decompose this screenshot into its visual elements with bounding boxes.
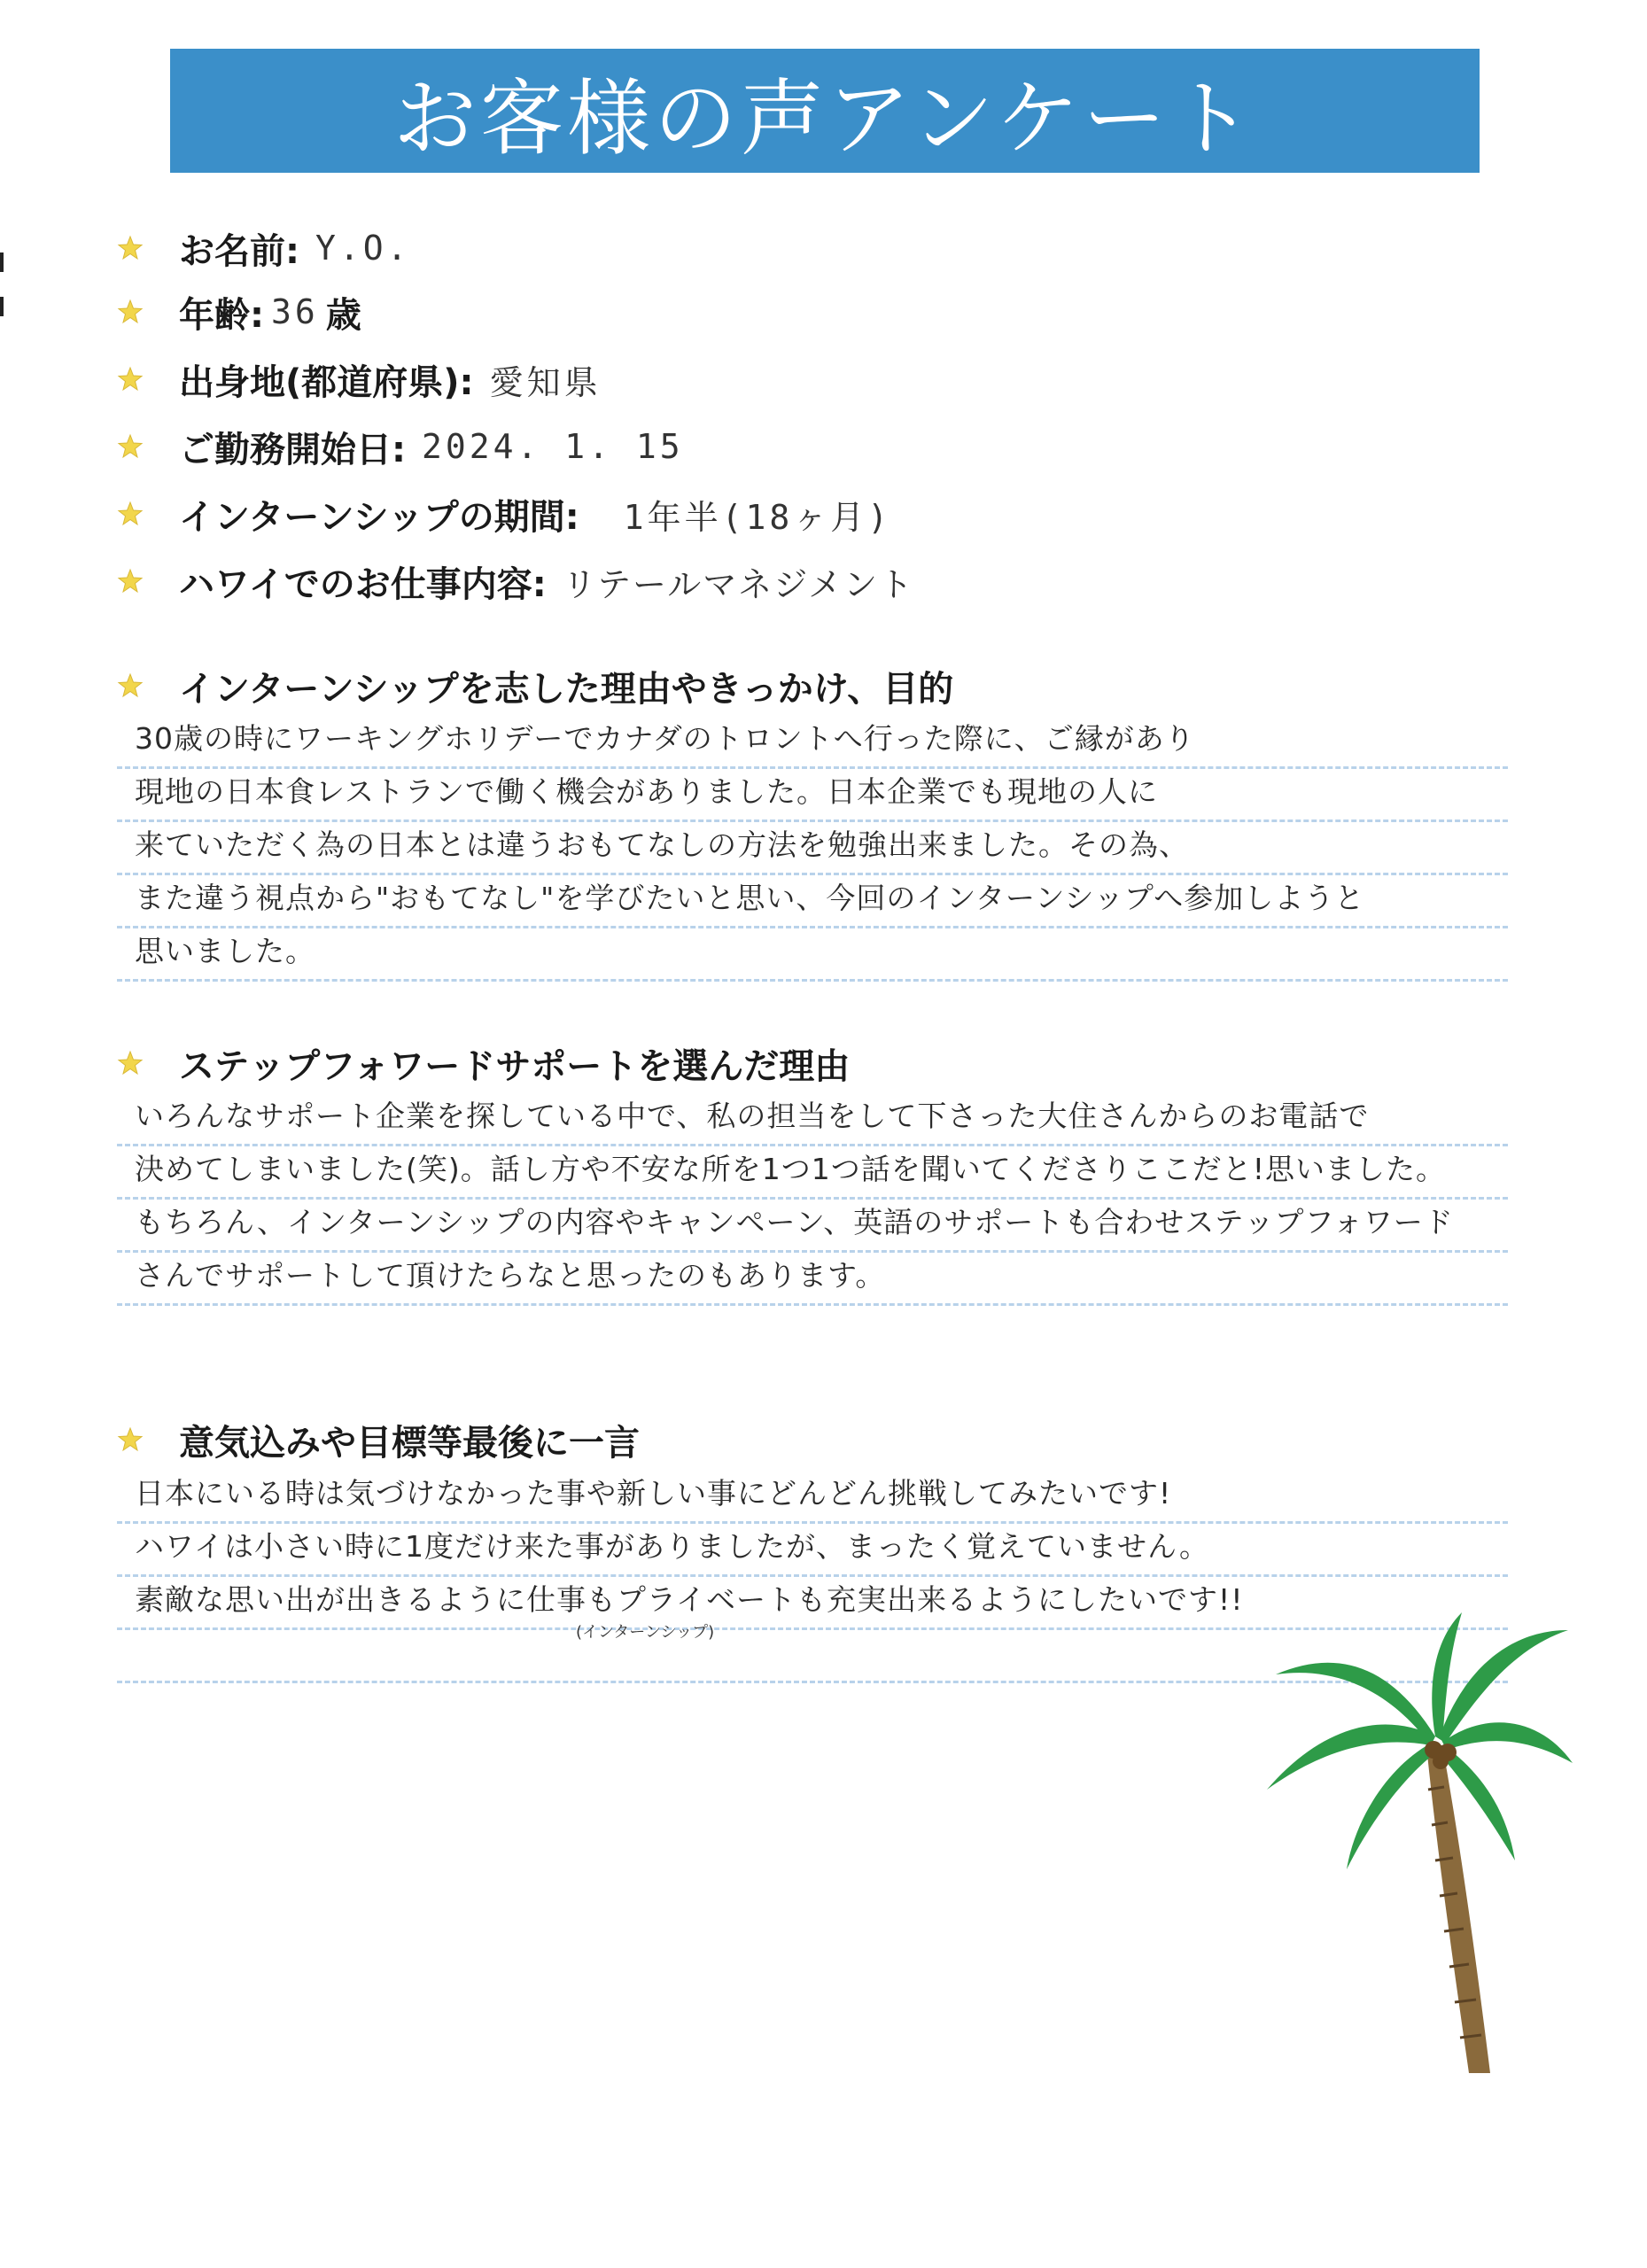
- profile-job-row: [117, 555, 914, 608]
- answer-line: 来ていただく為の日本とは違うおもてなしの方法を勉強出来ました。その為、: [117, 822, 1508, 875]
- section-heading-text: インターンシップを志した理由やきっかけ、目的: [179, 668, 954, 710]
- profile-value: 36: [271, 292, 319, 331]
- answer-line: 30歳の時にワーキングホリデーでカナダのトロントへ行った際に、ご縁があり: [117, 716, 1508, 769]
- star-icon: [117, 299, 144, 325]
- section-heading-text: 意気込みや目標等最後に一言: [179, 1422, 640, 1464]
- section-heading-goals: [117, 1413, 640, 1466]
- profile-value: 1年半(18ヶ月): [623, 497, 892, 537]
- section-heading-reason: [117, 1037, 850, 1090]
- answer-line: 素敵な思い出が出きるように仕事もプライベートも充実出来るようにしたいです!!: [117, 1577, 1508, 1630]
- star-icon: [117, 672, 144, 699]
- star-icon: [117, 568, 144, 594]
- palm-tree-icon: [1258, 1612, 1577, 2091]
- star-icon: [117, 235, 144, 261]
- profile-duration-row: [117, 487, 891, 540]
- profile-value: リテールマネジメント: [562, 564, 915, 604]
- profile-label: ご勤務開始日:: [179, 429, 406, 470]
- answer-line: さんでサポートして頂けたらなと思ったのもあります。: [117, 1253, 1508, 1306]
- handwritten-note: (インターンシップ): [576, 1623, 715, 1642]
- scan-mark: [0, 252, 4, 272]
- star-icon: [117, 366, 144, 392]
- profile-label: インターンシップの期間:: [179, 496, 579, 538]
- profile-label: 年齢:: [179, 294, 264, 336]
- answer-line: 決めてしまいました(笑)。話し方や不安な所を1つ1つ話を聞いてくださりここだと!思いました。: [117, 1146, 1508, 1200]
- star-icon: [117, 1050, 144, 1076]
- profile-value: 2024. 1. 15: [422, 427, 684, 466]
- page-title: お客様の声アンケート: [170, 49, 1480, 173]
- section-heading-motivation: [117, 659, 953, 712]
- answer-line: 現地の日本食レストランで働く機会がありました。日本企業でも現地の人に: [117, 769, 1508, 822]
- profile-label: 出身地(都道府県):: [179, 361, 474, 403]
- answer-line: 思いました。: [117, 928, 1508, 982]
- profile-hometown-row: [117, 353, 602, 406]
- profile-label: お名前:: [179, 230, 299, 272]
- answer-line: また違う視点から"おもてなし"を学びたいと思い、今回のインターンシップへ参加しようと: [117, 875, 1508, 928]
- star-icon: [117, 1426, 144, 1453]
- profile-label: ハワイでのお仕事内容:: [179, 563, 547, 605]
- profile-value: 愛知県: [489, 362, 602, 402]
- profile-start-date-row: [117, 420, 684, 473]
- answer-lines-motivation: [117, 716, 1508, 982]
- profile-suffix: 歳: [325, 294, 361, 336]
- answer-line: もちろん、インターンシップの内容やキャンペーン、英語のサポートも合わせステップフォワード: [117, 1200, 1508, 1253]
- section-heading-text: ステップフォワードサポートを選んだ理由: [179, 1045, 851, 1087]
- answer-line: 日本にいる時は気づけなかった事や新しい事にどんどん挑戦してみたいです!: [117, 1471, 1508, 1524]
- answer-line: ハワイは小さい時に1度だけ来た事がありましたが、まったく覚えていません。: [117, 1524, 1508, 1577]
- profile-value: Y.O.: [315, 229, 411, 268]
- star-icon: [117, 501, 144, 527]
- star-icon: [117, 433, 144, 460]
- profile-name-row: [117, 221, 411, 275]
- answer-lines-reason: [117, 1093, 1508, 1306]
- scan-mark: [0, 297, 4, 316]
- profile-age-row: [117, 285, 361, 338]
- answer-line: いろんなサポート企業を探している中で、私の担当をして下さった大住さんからのお電話で: [117, 1093, 1508, 1146]
